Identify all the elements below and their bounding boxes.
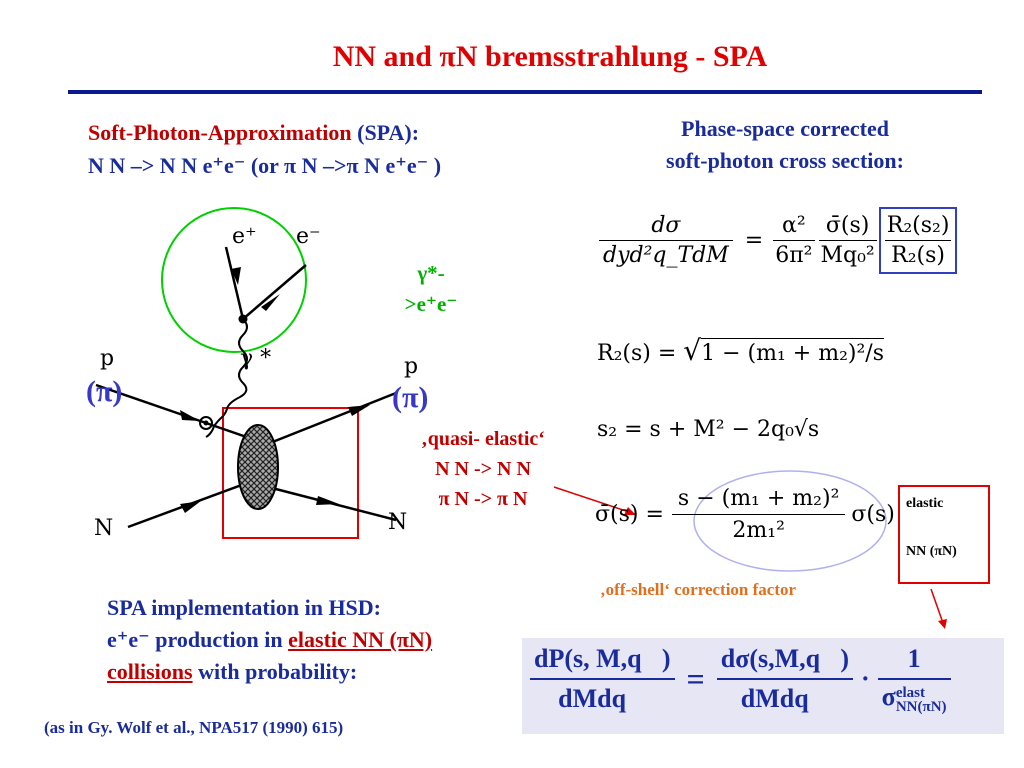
- impl-line2-red: elastic NN (πN): [288, 627, 433, 652]
- prob-equals: =: [686, 660, 705, 697]
- elastic-nn-label: NN (πN): [906, 544, 957, 559]
- hsd-implementation-text: [107, 592, 432, 688]
- quasi-elastic-line3: π N -> π N: [438, 488, 528, 510]
- impl-line2: [107, 624, 432, 656]
- gamma-decay-line1: γ*-: [417, 261, 445, 285]
- phase-space-heading-line2: soft-photon cross section:: [666, 148, 904, 173]
- arrow-to-probability: [925, 585, 955, 635]
- gamma-decay-line2: >e⁺e⁻: [404, 292, 458, 316]
- spa-heading-blue: (SPA):: [357, 120, 420, 145]
- formula-cross-section: [595, 207, 957, 274]
- impl-line3-blue: with probability:: [198, 659, 358, 684]
- spa-heading-red: Soft-Photon-Approximation: [88, 120, 352, 145]
- f1-a-den: 6π²: [775, 243, 813, 268]
- f1-b-den: Mq₀²: [820, 243, 875, 268]
- f4-num: s − (m₁ + m₂)²: [672, 486, 845, 515]
- gamma-decay-note: [400, 258, 462, 320]
- f1-equals: =: [744, 228, 764, 253]
- prob-lhs-num: dP(s, M,q⃗): [530, 644, 675, 680]
- prob-rhs-num: 1: [878, 644, 951, 680]
- p-right-label: p: [404, 354, 419, 379]
- prob-rhs-den: [878, 680, 951, 713]
- offshell-correction-label: ‚off-shell‘ correction factor: [600, 580, 797, 599]
- virtual-photon-line: [206, 319, 247, 437]
- e-minus-label: e⁻: [296, 224, 321, 249]
- reference-citation: (as in Gy. Wolf et al., NPA517 (1990) 615): [44, 718, 344, 737]
- title-divider: [68, 90, 982, 94]
- slide-title: NN and πN bremsstrahlung - SPA: [332, 40, 768, 73]
- n-left-label: N: [94, 516, 114, 541]
- formula-sigma-bar: [595, 486, 895, 543]
- f1-a-num: α²: [773, 213, 814, 241]
- impl-line2-blue: e⁺e⁻ production in: [107, 627, 283, 652]
- f4-rhs: σ(s): [851, 502, 895, 527]
- prob-sub: NN(πN): [895, 698, 947, 715]
- impl-line3-red: collisions: [107, 659, 193, 684]
- e-plus-label: e⁺: [232, 224, 257, 249]
- elastic-label: elastic: [906, 496, 944, 511]
- e-plus-line: [226, 247, 243, 319]
- f1-c-den: R₂(s): [891, 243, 945, 268]
- prob-sup: elast: [895, 684, 925, 701]
- f1-lhs-den: dyd²q_TdM: [603, 243, 729, 268]
- incoming-n-arrow: [180, 501, 201, 513]
- f1-b-num: σ̄(s): [819, 213, 877, 241]
- prob-mid-den: dMdq⃗: [740, 684, 829, 713]
- photon-vertex: [239, 315, 248, 324]
- quasi-elastic-line1: ‚quasi- elastic‘: [421, 428, 545, 450]
- impl-line3: [107, 656, 432, 688]
- interaction-blob: [238, 425, 278, 509]
- formula-r2: [597, 334, 884, 367]
- f2-lhs: R₂(s) =: [597, 341, 677, 366]
- prob-lhs-den: dMdq⃗: [558, 684, 647, 713]
- p-left-label: p: [100, 346, 115, 371]
- f2-rhs: 1 − (m₁ + m₂)²/s: [701, 338, 884, 366]
- spa-heading: [88, 120, 419, 146]
- f4-lhs: σ̄(s) =: [595, 502, 664, 527]
- f1-lhs-num: dσ: [599, 213, 733, 241]
- n-right-label: N: [388, 510, 408, 535]
- phase-space-heading-line1: Phase-space corrected: [681, 116, 889, 141]
- impl-line1: SPA implementation in HSD:: [107, 595, 382, 620]
- gamma-star-label: γ *: [240, 346, 272, 371]
- outgoing-p-line: [270, 393, 396, 443]
- outgoing-n-arrow: [316, 496, 339, 505]
- f4-den: 2m₁²: [732, 518, 785, 543]
- reaction-line: N N –> N N e⁺e⁻ (or π N –>π N e⁺e⁻ ): [88, 153, 442, 178]
- sqrt-symbol: √: [683, 334, 702, 367]
- pi-left-label: (π): [86, 375, 123, 408]
- f1-c-num: R₂(s₂): [885, 213, 952, 241]
- prob-sigma: σ: [881, 682, 896, 712]
- phase-space-heading: [600, 113, 970, 177]
- prob-mid-num: dσ(s,M,q⃗): [717, 644, 853, 680]
- pi-right-label: (π): [392, 381, 429, 414]
- incoming-p-arrow: [180, 410, 200, 421]
- prob-dot: ·: [861, 664, 870, 693]
- formula-s2: s₂ = s + M² − 2q₀√s: [597, 417, 820, 442]
- e-minus-line: [243, 265, 306, 319]
- quasi-elastic-line2: N N -> N N: [435, 458, 531, 480]
- probability-formula: [528, 644, 953, 714]
